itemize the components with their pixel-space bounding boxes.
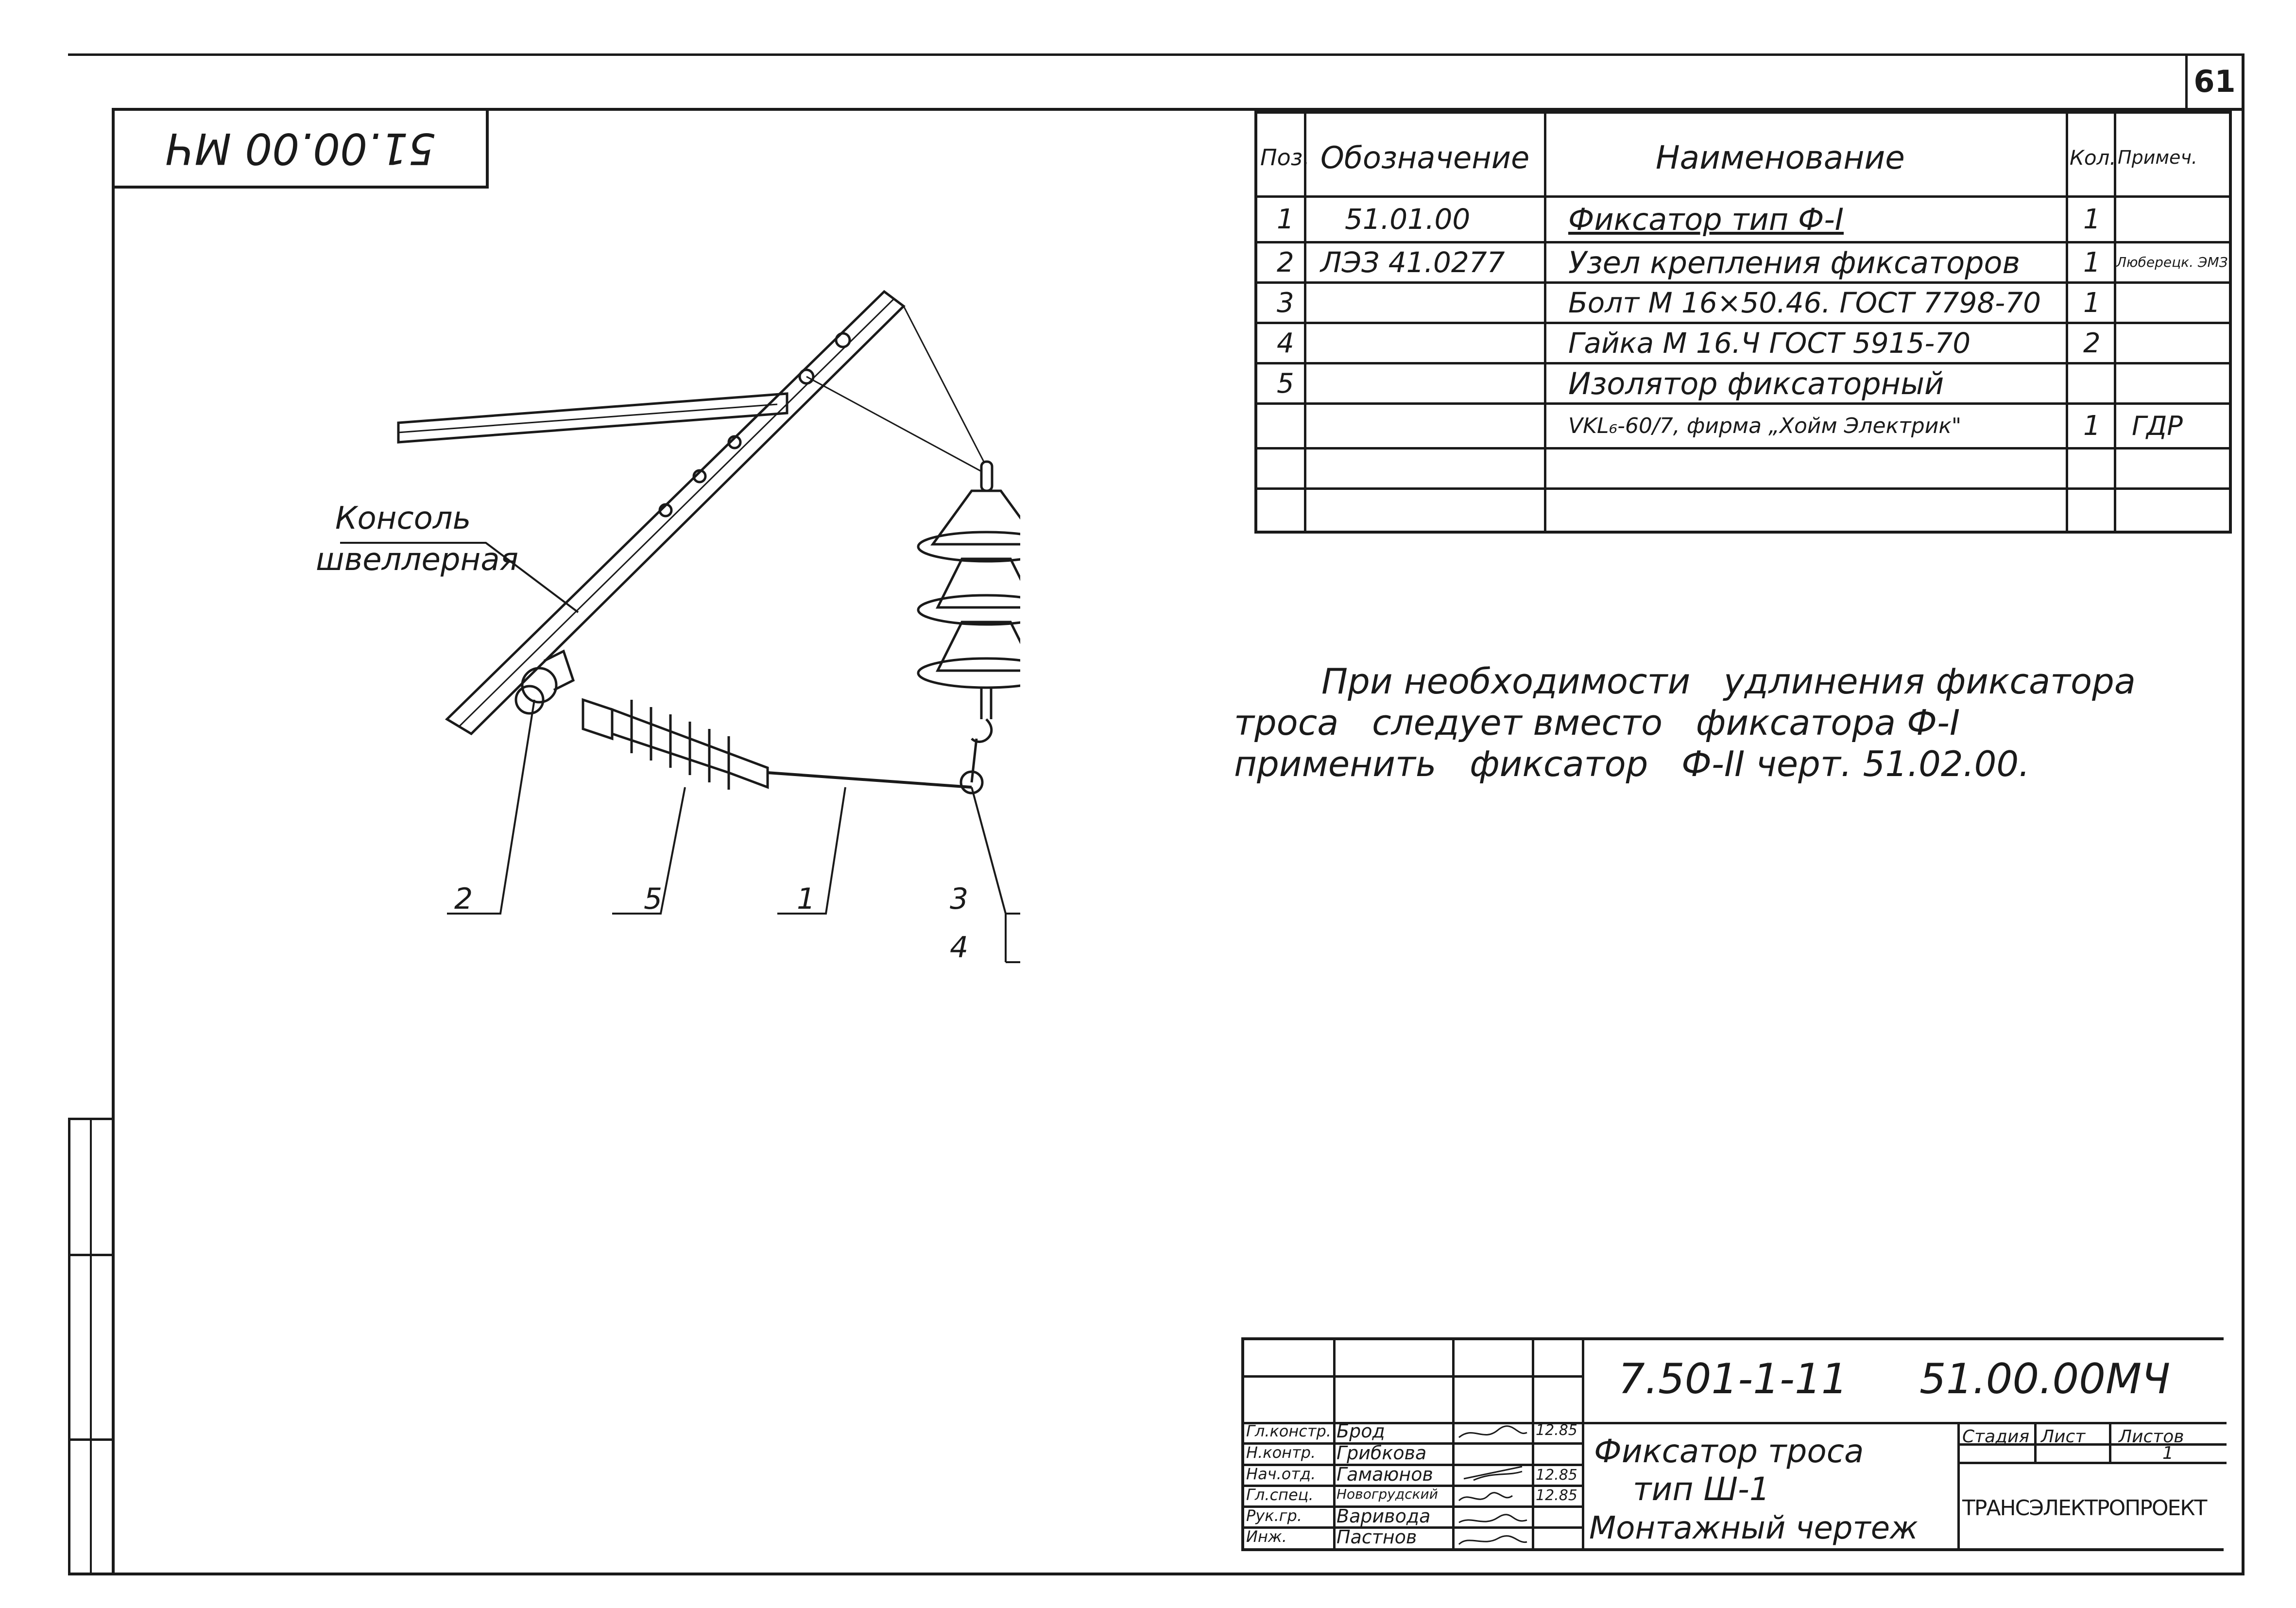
sig-date-4: 12.85 — [1536, 1487, 1577, 1504]
label-console-line-1: Консоль — [335, 501, 471, 536]
sheet-number: 61 — [2193, 63, 2236, 99]
sheets-value: 1 — [2162, 1443, 2174, 1463]
horizontal-beam — [398, 394, 787, 442]
header-note: Примеч. — [2118, 147, 2197, 168]
outer-left-border — [68, 1118, 70, 1575]
sheet-label: Лист — [2041, 1427, 2086, 1447]
doc-number: 7.501-1-11 — [1618, 1355, 1848, 1403]
right-border — [2242, 53, 2245, 1575]
sig-name-4: Новогрудский — [1336, 1486, 1438, 1502]
header-designation: Обозначение — [1320, 139, 1530, 175]
row-6-note: ГДР — [2132, 410, 2183, 441]
row-1-qty: 1 — [2083, 203, 2101, 235]
sig-name-5: Варивода — [1336, 1505, 1431, 1527]
row-4-qty: 2 — [2083, 327, 2101, 359]
tie-wire-2 — [806, 377, 981, 471]
row-2-name: Узел крепления фиксаторов — [1568, 244, 2021, 280]
row-6-qty: 1 — [2083, 410, 2101, 442]
callout-3: 3 — [950, 882, 969, 916]
row-4-name: Гайка М 16.Ч ГОСТ 5915-70 — [1568, 327, 1971, 360]
sig-role-2: Н.контр. — [1246, 1443, 1316, 1462]
row-3-qty: 1 — [2083, 287, 2101, 319]
title-line-1: Фиксатор троса — [1594, 1433, 1864, 1470]
suspension-insulator — [918, 462, 1020, 782]
rotated-code: 51.00.00 МЧ — [165, 123, 436, 173]
sheets-label: Листов — [2119, 1427, 2184, 1447]
row-4-pos: 4 — [1277, 327, 1294, 359]
specification-table — [1254, 111, 2232, 534]
row-1-name: Фиксатор тип Ф-I — [1568, 201, 1844, 237]
signature-scribbles — [1454, 1423, 1532, 1548]
header-pos: Поз. — [1260, 144, 1310, 171]
row-2-note: Люберецк. ЭМЗ — [2116, 254, 2228, 270]
stage-label: Стадия — [1962, 1427, 2030, 1447]
top-border — [68, 53, 2245, 56]
sig-role-3: Нач.отд. — [1246, 1465, 1316, 1483]
left-border — [112, 108, 115, 1575]
title-block — [1241, 1337, 2224, 1551]
row-1-designation: 51.01.00 — [1345, 203, 1471, 236]
note-line-3: применить фиксатор Ф-II черт. 51.02.00. — [1234, 743, 2030, 784]
sheet-number-box — [2185, 54, 2242, 108]
sig-name-1: Брод — [1336, 1420, 1385, 1442]
row-3-name: Болт М 16×50.46. ГОСТ 7798-70 — [1568, 286, 2041, 319]
sig-date-3: 12.85 — [1536, 1467, 1577, 1484]
channel-console — [447, 292, 904, 734]
doc-code: 51.00.00МЧ — [1919, 1355, 2171, 1403]
header-qty: Кол. — [2070, 145, 2116, 170]
row-1-pos: 1 — [1277, 203, 1294, 235]
rotated-code-box — [115, 111, 489, 189]
callout-1: 1 — [797, 882, 816, 916]
sig-role-5: Рук.гр. — [1246, 1506, 1302, 1525]
title-line-3: Монтажный чертеж — [1589, 1510, 1918, 1546]
bottom-border — [68, 1573, 2245, 1575]
note-line-1: При необходимости удлинения фиксатора — [1321, 661, 2136, 702]
row-5-name: Изолятор фиксаторный — [1568, 365, 1944, 401]
row-3-pos: 3 — [1277, 287, 1294, 319]
leader-34 — [972, 787, 1020, 914]
leader-2 — [447, 700, 534, 914]
tie-wire-1 — [904, 306, 984, 462]
sig-role-1: Гл.констр. — [1246, 1422, 1331, 1440]
sig-role-4: Гл.спец. — [1246, 1486, 1314, 1504]
callout-4: 4 — [950, 931, 969, 965]
sig-date-1: 12.85 — [1536, 1422, 1577, 1439]
title-line-2: тип Ш-1 — [1633, 1470, 1770, 1508]
callout-5: 5 — [644, 882, 663, 916]
row-5-pos: 5 — [1277, 367, 1294, 399]
callout-2: 2 — [454, 882, 473, 916]
sig-name-6: Пастнов — [1336, 1526, 1417, 1548]
row-2-designation: ЛЭЗ 41.0277 — [1320, 246, 1505, 279]
sig-name-3: Гамаюнов — [1336, 1464, 1433, 1485]
sig-role-6: Инж. — [1246, 1527, 1287, 1546]
row-2-qty: 1 — [2083, 246, 2101, 278]
row-6-name: VKL₆-60/7, фирма „Хойм Электрик" — [1568, 413, 1962, 438]
organization: ТРАНСЭЛЕКТРОПРОЕКТ — [1962, 1496, 2207, 1521]
rod-insulator — [583, 700, 982, 793]
row-2-pos: 2 — [1277, 246, 1294, 278]
sig-name-2: Грибкова — [1336, 1442, 1427, 1464]
side-stamp-divider — [90, 1118, 92, 1575]
header-name: Наименование — [1656, 138, 1905, 176]
note-line-2: троса следует вместо фиксатора Ф-I — [1234, 702, 1960, 743]
label-console-line-2: швеллерная — [316, 542, 519, 578]
